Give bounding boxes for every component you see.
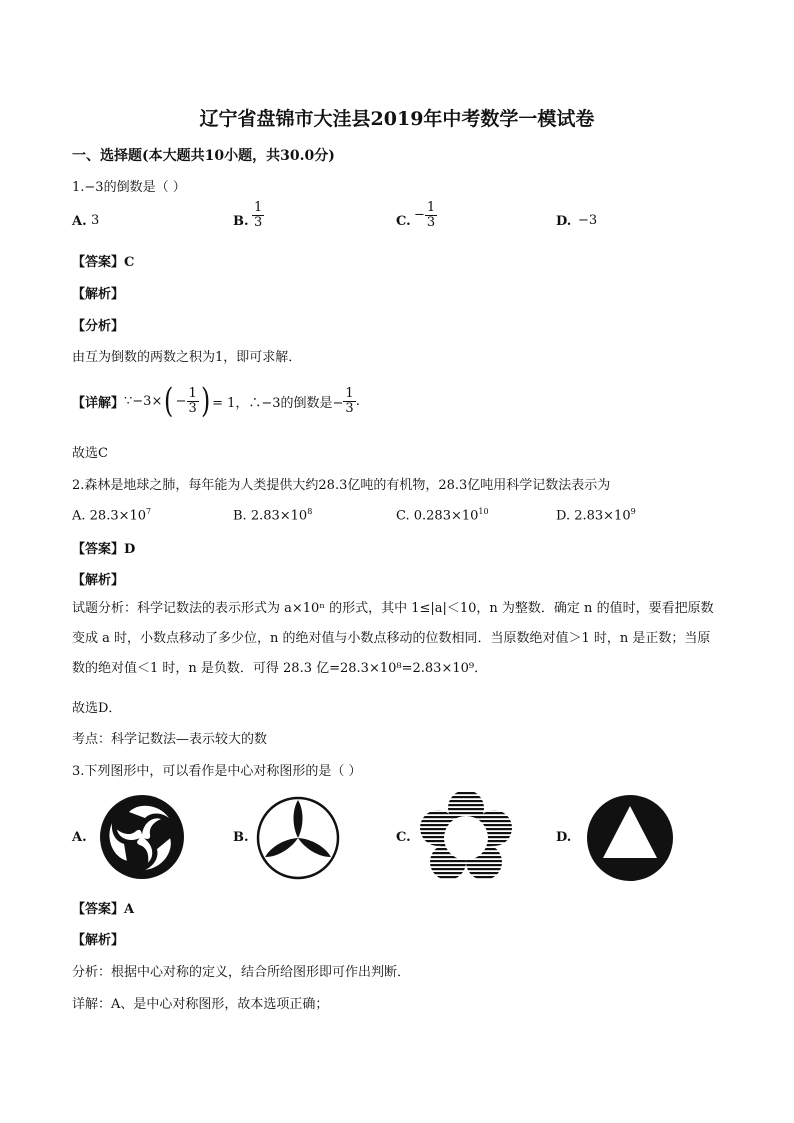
q1-choose: 故选C [72,446,108,461]
q1-answer [72,251,134,270]
q3-answer-label: 【答案】 [72,902,125,917]
striped-flower-figure [420,792,512,884]
q2-option-c [396,507,489,523]
q1-detail-pre: ∵−3× [124,393,163,409]
q3-detail-text: 详解：A、是中心对称图形，故本选项正确； [72,997,329,1012]
q2-analysis-label: 【解析】 [72,573,125,588]
q2-option-b-text: B. 2.83×10 [233,508,308,524]
q1-detail-numerator-2: 1 [345,385,354,401]
q1-option-c-numerator: 1 [426,200,436,215]
q3-answer [72,898,134,917]
q3-fenxi-text: 分析：根据中心对称的定义，结合所给图形即可作出判断． [72,965,411,980]
q2-analysis-text: 试题分析：科学记数法的表示形式为 a×10ⁿ 的形式，其中 1≤|a|＜10，n 为整数．确定 n 的值时，要看把原数变成 a 时，小数点移动了多少位，n 的绝对值与小数点移动的位数相同．当原数绝对值＞1 时，n 是正数；当原数的绝对值＜1 时，n 是负数．可得 28.3 亿=28.3×10⁸=2.83×10⁹． [72,601,714,676]
q1-detail-numerator: 1 [188,385,197,401]
q2-option-b [233,507,312,523]
q1-fenxi-text: 由互为倒数的两数之积为1，即可求解． [72,350,302,365]
q1-answer-label: 【答案】 [72,255,125,270]
q1-option-d-label: D. [556,214,572,229]
q1-analysis-label: 【解析】 [72,287,125,302]
q2-answer [72,538,135,557]
q1-option-c-denominator: 3 [426,214,436,230]
q3-option-b-label: B. [233,830,249,845]
q3-option-a-label: A. [72,830,87,845]
section-heading: 一、选择题(本大题共10小题，共30.0分) [72,148,335,164]
q1-answer-value: C [124,255,135,270]
q1-option-c [414,201,437,229]
q1-detail-mid: − [175,393,187,409]
q2-stem: 2.森林是地球之肺，每年能为人类提供大约28.3亿吨的有机物，28.3亿吨用科学记数法表示为 [72,478,611,493]
tomoe-circle-figure [99,794,185,880]
q1-option-a-label: A. [72,214,87,229]
q3-option-c-label: C. [396,830,411,845]
q2-option-d [556,507,636,523]
right-paren-icon: ) [200,381,211,421]
q1-detail-denominator: 3 [188,400,197,416]
q2-option-b-exponent: 8 [307,507,313,516]
q1-option-b-label: B. [233,214,249,229]
q2-kaodian: 考点：科学记数法—表示较大的数 [72,732,268,747]
page-title: 辽宁省盘锦市大洼县2019年中考数学一模试卷 [199,108,595,130]
q1-option-d: −3 [578,213,598,228]
q1-detail-after: = 1，∴−3的倒数是− [212,395,344,411]
q3-analysis-label: 【解析】 [72,933,125,948]
q2-option-a-text: A. 28.3×10 [72,508,147,524]
q1-stem: 1.−3的倒数是（ ） [72,180,186,195]
q2-option-c-exponent: 10 [478,507,489,516]
q1-option-a: 3 [91,213,100,228]
q1-option-c-sign: − [414,207,425,223]
q1-option-b-numerator: 1 [254,200,263,215]
q2-option-d-text: D. 2.83×10 [556,508,631,524]
left-paren-icon: ( [164,381,174,421]
three-petal-circle-figure [256,796,340,880]
q1-detail-denominator-2: 3 [345,400,354,416]
q1-fenxi-label: 【分析】 [72,319,125,334]
q1-detail-end: . [355,393,360,409]
q1-option-b [252,201,264,229]
q3-option-d-label: D. [556,830,572,845]
q2-answer-value: D [124,542,136,557]
q2-option-d-exponent: 9 [630,507,636,516]
q3-stem: 3.下列图形中，可以看作是中心对称图形的是（ ） [72,764,362,779]
q1-option-b-denominator: 3 [254,214,263,230]
q2-option-a [72,507,151,523]
q2-choose: 故选D． [72,701,122,716]
q2-option-a-exponent: 7 [146,507,152,516]
q3-answer-value: A [124,902,135,917]
q1-detail-label: 【详解】 [72,395,125,411]
q1-option-c-label: C. [396,214,411,229]
q1-detail [72,381,360,421]
q2-option-c-text: C. 0.283×10 [396,508,479,524]
q2-answer-label: 【答案】 [72,542,125,557]
triangle-in-circle-figure [586,794,674,882]
